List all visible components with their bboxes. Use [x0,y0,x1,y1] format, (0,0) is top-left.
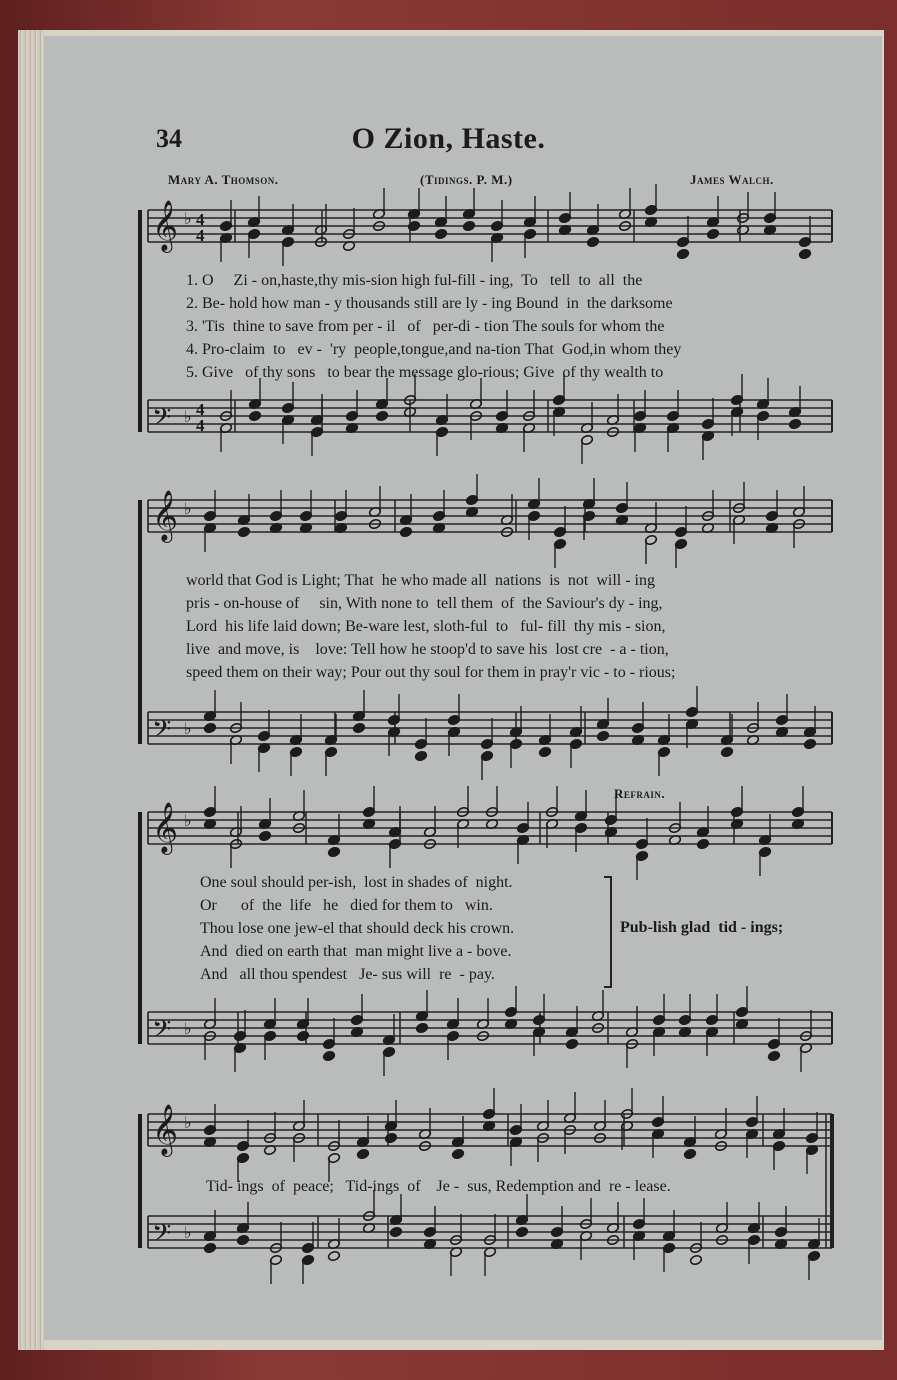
verse-bracket [604,876,612,988]
note-head [248,410,261,421]
time-signature: 4 [196,416,205,435]
bass-clef-icon: 𝄢 [152,1219,172,1254]
verse-line-3: Thou lose one jew-el that should deck his crown. [200,920,515,937]
time-signature: 4 [196,226,205,245]
note-head [237,526,250,537]
note-head [414,750,427,761]
verse-line-1: world that God is Light; That he who made all nations is not will - ing [186,572,655,589]
note-head [327,1250,340,1261]
composer-credit: James Walch. [690,172,774,187]
verse-line-3: Lord his life laid down; Be-ware lest, sloth-ful to ful- fill thy mis - sion, [186,618,666,635]
bass-clef-icon: 𝄢 [152,403,172,438]
verse-line-5: And all thou spendest Je- sus will re - pay. [200,966,495,983]
note-head [696,838,709,849]
verse-line-5: 5. Give of thy sons to bear the message glo-rious; Give of thy wealth to [186,364,664,381]
bass-clef-icon: 𝄢 [152,715,172,750]
note-head [356,1148,369,1159]
note-head [596,730,609,741]
note-head [803,738,816,749]
verse-line-4: 4. Pro-claim to ev - 'ry people,tongue,and na-tion That God,in whom they [186,341,682,358]
refrain-lyric-line: Tid- ings of peace; Tid-ings of Je - sus, Redemption and re - lease. [206,1178,671,1195]
verse-line-3: 3. 'Tis thine to save from per - il of per-di - tion The souls for whom the [186,318,665,335]
note-head [203,1242,216,1253]
refrain-label: Refrain. [614,786,666,801]
note-head [451,1148,464,1159]
tune-name: (Tidings. P. M.) [420,172,513,187]
treble-clef-icon: 𝄞 [152,1104,179,1155]
verse-line-1: One soul should per-ish, lost in shades of night. [200,874,513,891]
note-head [322,1050,335,1061]
note-head [399,526,412,537]
note-head [565,1038,578,1049]
author-credit: Mary A. Thomson. [168,172,279,187]
note-head [389,1226,402,1237]
flat-icon: ♭ [184,1225,192,1242]
verse-line-2: 2. Be- hold how man - y thousands still are ly - ing Bound in the darksome [186,295,673,312]
flat-icon: ♭ [184,409,192,426]
note-head [586,236,599,247]
note-head [327,846,340,857]
note-head [258,830,271,841]
note-head [434,228,447,239]
hymn-title: O Zion, Haste. [351,122,546,155]
note-head [798,248,811,259]
bass-clef-icon: 𝄢 [152,1015,172,1050]
note-head [415,1022,428,1033]
time-signature: 4 [196,210,205,229]
note-head [384,1132,397,1143]
note-head [515,1226,528,1237]
note-head [375,410,388,421]
note-head [236,1234,249,1245]
verse-line-4: And died on earth that man might live a - bove. [200,943,512,960]
flat-icon: ♭ [184,211,192,228]
note-head [689,1254,702,1265]
note-head [352,722,365,733]
flat-icon: ♭ [184,721,192,738]
treble-clef-icon: 𝄞 [152,490,179,541]
treble-clef-icon: 𝄞 [152,802,179,853]
note-head [788,418,801,429]
verse-line-5: speed them on their way; Pour out thy soul for them in pray'r vic - to - rious; [186,664,676,681]
time-signature: 4 [196,400,205,419]
treble-clef-icon: 𝄞 [152,200,179,251]
note-head [720,746,733,757]
flat-icon: ♭ [184,1115,192,1132]
note-head [462,220,475,231]
flat-icon: ♭ [184,501,192,518]
page-number: 34 [156,124,182,153]
verse-line-4: live and move, is love: Tell how he stoop'd to save his lost cre - a - tion, [186,641,669,658]
note-head [296,1030,309,1041]
note-head [706,228,719,239]
note-head [683,1148,696,1159]
flat-icon: ♭ [184,1021,192,1038]
flat-icon: ♭ [184,813,192,830]
refrain-lyric: Pub-lish glad tid - ings; [620,919,784,936]
note-head [767,1050,780,1061]
note-head [203,722,216,733]
verse-line-1: 1. O Zi - on,haste,thy mis-sion high ful-fill - ing, To tell to all the [186,272,643,289]
verse-line-2: Or of the life he died for them to win. [200,897,493,914]
note-head [676,248,689,259]
verse-line-2: pris - on-house of sin, With none to tell them of the Saviour's dy - ing, [186,595,663,612]
note-head [538,746,551,757]
